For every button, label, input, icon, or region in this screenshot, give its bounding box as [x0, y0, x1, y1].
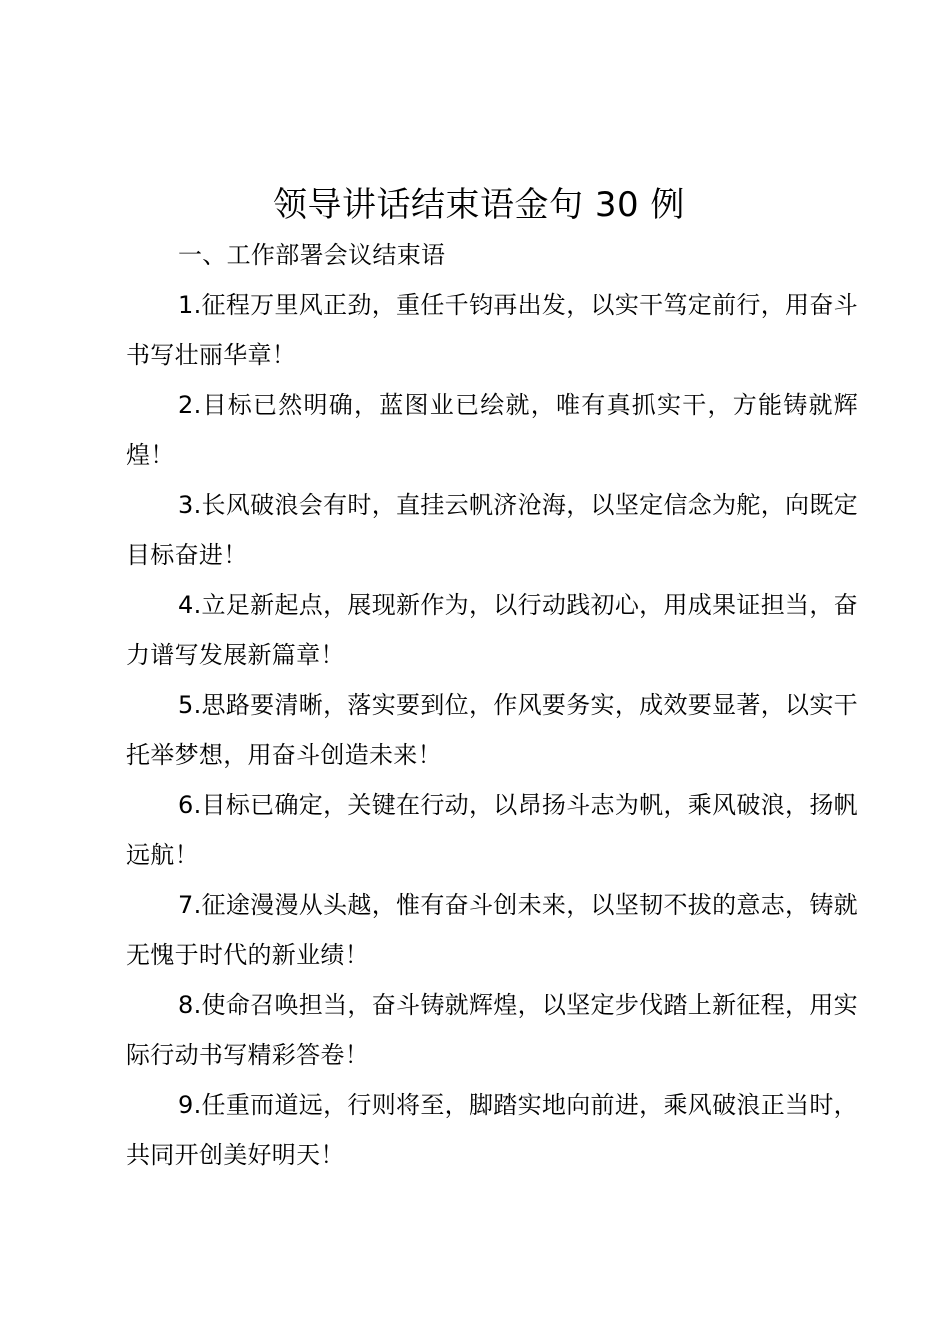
- section-heading: 一、工作部署会议结束语: [178, 241, 446, 269]
- list-item: 7.征途漫漫从头越，惟有奋斗创未来，以坚韧不拔的意志，铸就无愧于时代的新业绩！: [126, 891, 858, 969]
- list-item: 5.思路要清晰，落实要到位，作风要务实，成效要显著，以实干托举梦想，用奋斗创造未来！: [126, 691, 858, 769]
- list-item: 3.长风破浪会有时，直挂云帆济沧海，以坚定信念为舵，向既定目标奋进！: [126, 491, 858, 569]
- list-item: 2.目标已然明确，蓝图业已绘就，唯有真抓实干，方能铸就辉煌！: [126, 391, 858, 469]
- document-body: [126, 230, 858, 1180]
- list-item: 1.征程万里风正劲，重任千钧再出发，以实干笃定前行，用奋斗书写壮丽华章！: [126, 291, 858, 369]
- list-item: 4.立足新起点，展现新作为，以行动践初心，用成果证担当，奋力谱写发展新篇章！: [126, 591, 858, 669]
- list-item: 9.任重而道远，行则将至，脚踏实地向前进，乘风破浪正当时，共同开创美好明天！: [126, 1091, 858, 1169]
- list-item: 8.使命召唤担当，奋斗铸就辉煌，以坚定步伐踏上新征程，用实际行动书写精彩答卷！: [126, 991, 858, 1069]
- list-item: 6.目标已确定，关键在行动，以昂扬斗志为帆，乘风破浪，扬帆远航！: [126, 791, 858, 869]
- document-title: 领导讲话结束语金句 30 例: [273, 185, 685, 225]
